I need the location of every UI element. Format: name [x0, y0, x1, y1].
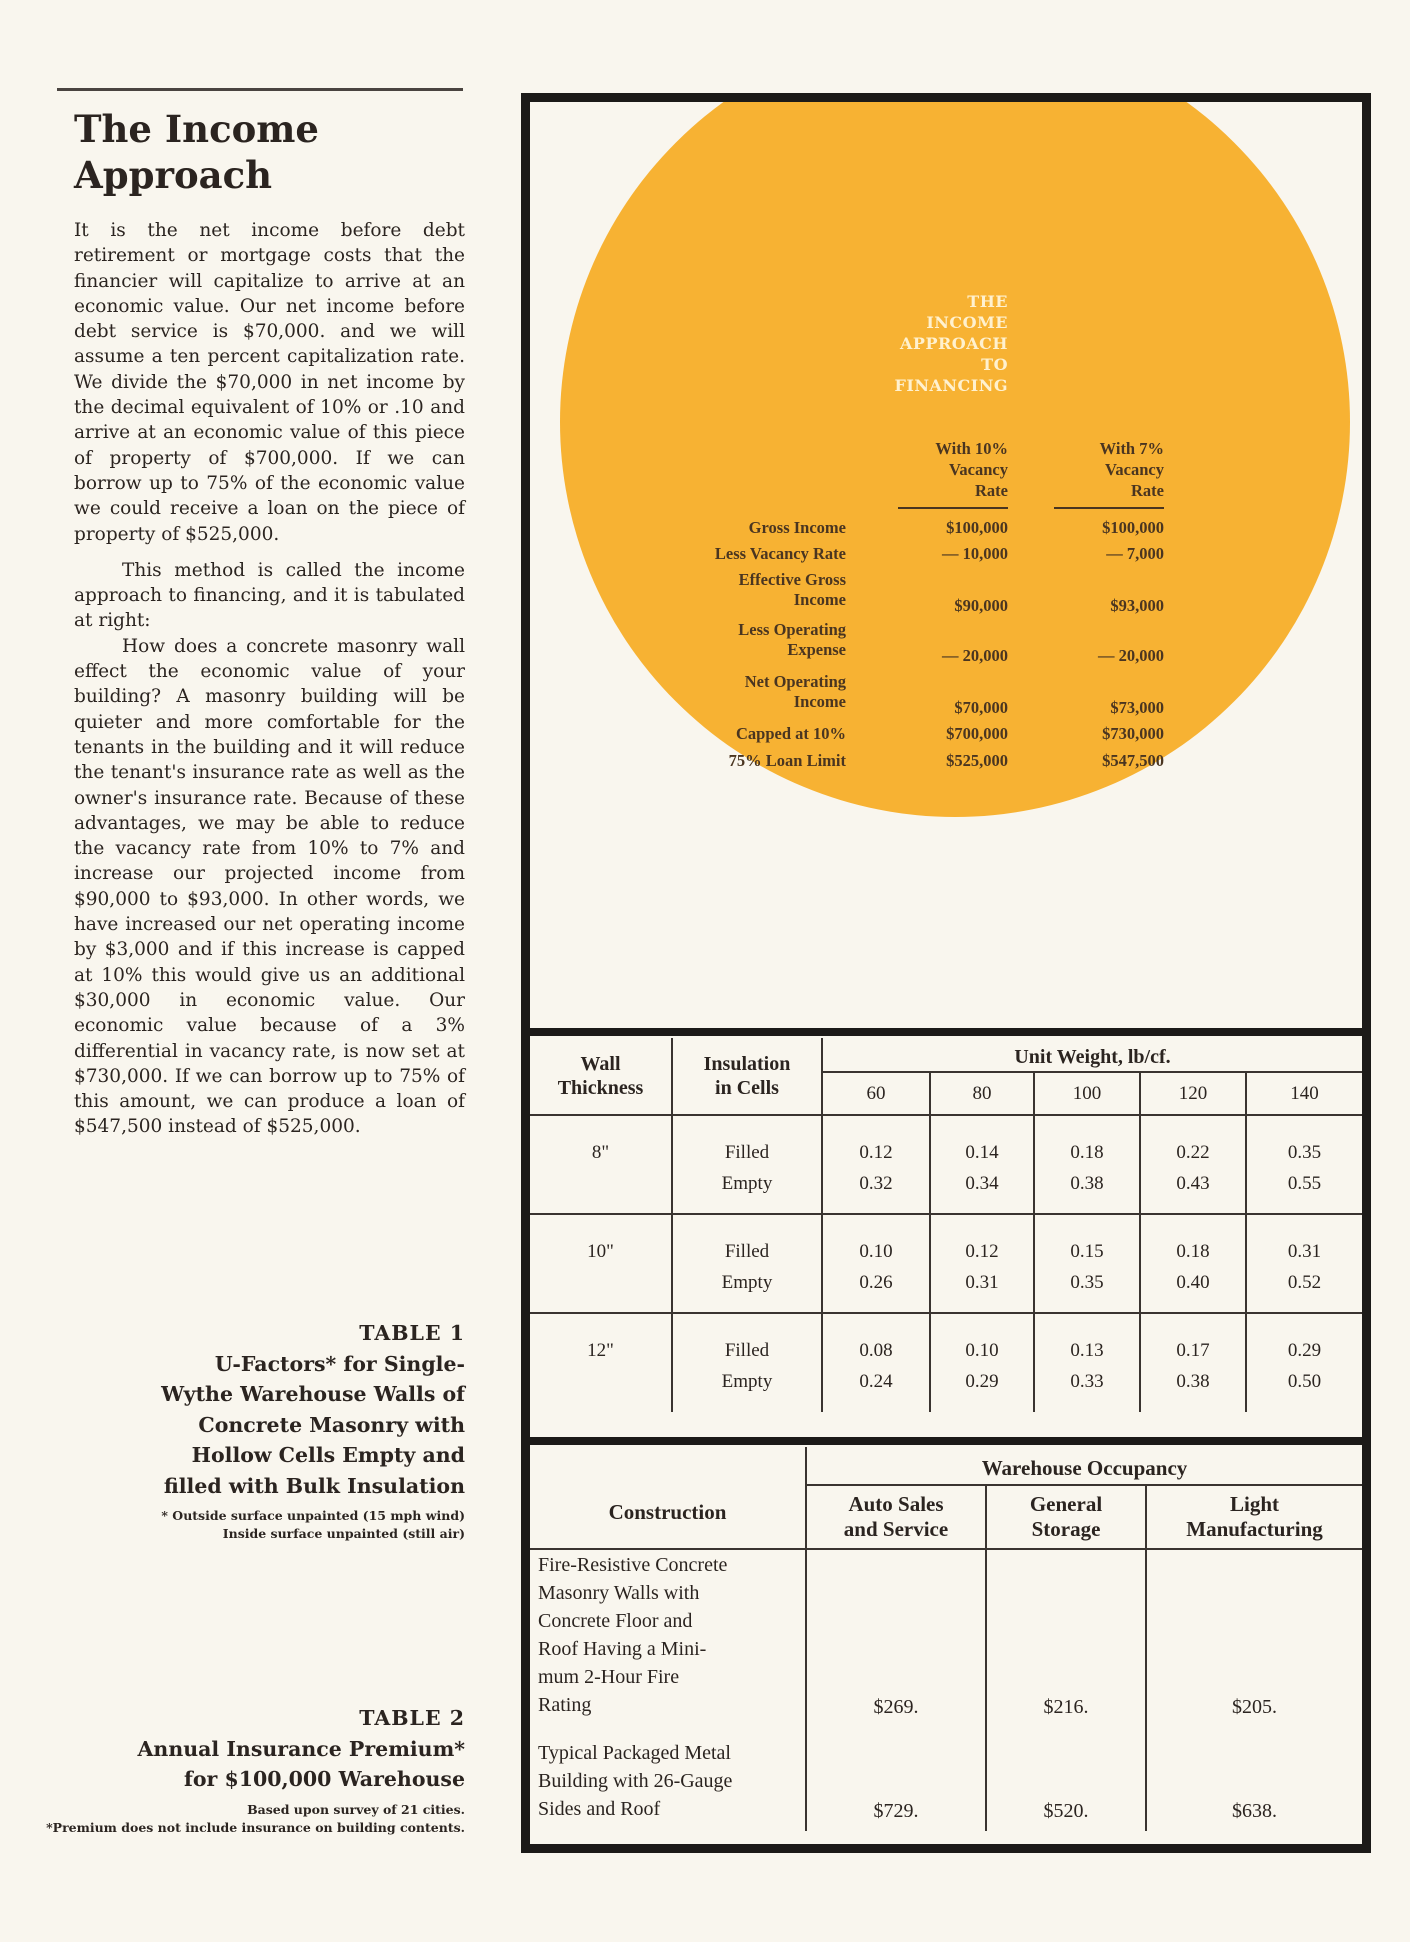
header-line: in Cells — [715, 1077, 779, 1099]
u-factor-cell: 0.17 — [1140, 1313, 1246, 1370]
u-factor-cell: 0.12 — [822, 1115, 930, 1172]
u-factor-cell: 0.08 — [822, 1313, 930, 1370]
header-line: Vacancy — [949, 460, 1008, 479]
row-value-7: $100,000 — [1102, 518, 1164, 537]
u-factor-cell: 0.33 — [1034, 1370, 1140, 1412]
table2-label: TABLE 2 — [359, 1706, 465, 1730]
header-line: Thickness — [557, 1077, 644, 1099]
row-value-10: — 20,000 — [942, 646, 1008, 665]
row-value-7: — 7,000 — [1106, 544, 1164, 563]
row-label: Capped at 10% — [735, 724, 846, 743]
premium-cell: $205. — [1146, 1549, 1362, 1727]
title-line-1: The Income — [74, 107, 319, 151]
header-rule — [57, 88, 463, 91]
unit-weight-80: 80 — [930, 1072, 1034, 1115]
header-line: Vacancy — [1105, 460, 1164, 479]
insulation-cell: Empty — [672, 1370, 822, 1412]
construction-header: Construction — [530, 1447, 806, 1549]
article-body — [74, 218, 465, 1140]
u-factor-cell: 0.31 — [1246, 1214, 1362, 1271]
u-factor-cell: 0.35 — [1034, 1271, 1140, 1313]
row-value-10: — 10,000 — [942, 544, 1008, 563]
header-line: With 7% — [1099, 439, 1164, 458]
table1-title-line: Wythe Warehouse Walls of — [161, 1382, 465, 1406]
u-factor-cell: 0.55 — [1246, 1172, 1362, 1214]
u-factor-cell: 0.15 — [1034, 1214, 1140, 1271]
construction-line: Rating — [538, 1694, 592, 1716]
table1-label: TABLE 1 — [359, 1321, 465, 1345]
table1-title-line: filled with Bulk Insulation — [163, 1473, 465, 1498]
income-title-line: THE — [967, 292, 1008, 311]
u-factor-cell: 0.14 — [930, 1115, 1034, 1172]
u-factor-table — [530, 1038, 1362, 1412]
wall-thickness-cell: 8" — [591, 1142, 610, 1163]
row-value-10: $90,000 — [954, 596, 1008, 615]
u-factor-cell: 0.35 — [1246, 1115, 1362, 1172]
construction-line: Fire-Resistive Concrete — [538, 1554, 728, 1576]
unit-weight-140: 140 — [1246, 1072, 1362, 1115]
row-label: Less Operating — [738, 620, 846, 639]
header-line: Light — [1229, 1492, 1279, 1516]
row-label: Gross Income — [748, 518, 846, 537]
wall-thickness-cell — [530, 1172, 672, 1214]
header-line: Wall — [580, 1053, 621, 1075]
section-divider — [530, 1437, 1362, 1445]
construction-line: Sides and Roof — [538, 1798, 661, 1820]
header-line: Insulation — [703, 1053, 791, 1075]
construction-line: Concrete Floor and — [538, 1610, 693, 1632]
unit-weight-60: 60 — [822, 1072, 930, 1115]
row-value-10: $70,000 — [954, 698, 1008, 717]
construction-metal-building — [530, 1727, 806, 1831]
u-factor-cell: 0.52 — [1246, 1271, 1362, 1313]
income-col-header-7 — [1054, 438, 1164, 509]
occupancy-auto-sales — [806, 1485, 986, 1549]
paragraph-1: It is the net income before debt retirement or mortgage costs that the financier will capitalize to arrive at an economic value. Our net income before debt service is $70,000. and we will assume a ten percent capitalization rate. We divide the $70,000 in net income by the decimal equivalent of 10% or .10 and arrive at an economic value of this piece of property of $700,000. If we can borrow up to 75% of the economic value we could receive a loan on the piece of property of $525,000. — [74, 220, 465, 545]
u-factor-cell: 0.29 — [1246, 1313, 1362, 1370]
table1-footnote: Inside surface unpainted (still air) — [222, 1526, 465, 1541]
paragraph-3: How does a concrete masonry wall effect the economic value of your building? A masonry building will be quieter and more comfortable for the tenants in the building and it will reduce the tenant's insurance rate as well as the owner's insurance rate. Because of these advantages, we may be able to reduce the vacancy rate from 10% to 7% and increase our projected income from $90,000 to $93,000. In other words, we have increased our net operating income by $3,000 and if this increase is capped at 10% this would give us an additional $30,000 in economic value. Our economic value because of a 3% differential in vacancy rate, is now set at $730,000. If we can borrow up to 75% of this amount, we can produce a loan of $547,500 instead of $525,000. — [74, 635, 465, 1138]
premium-cell: $269. — [806, 1549, 986, 1727]
occupancy-general-storage — [986, 1485, 1146, 1549]
header-line: Storage — [1031, 1517, 1101, 1541]
header-line: Rate — [975, 481, 1008, 500]
insulation-cell: Filled — [672, 1214, 822, 1271]
header-line: and Service — [843, 1517, 949, 1541]
table1-title-line: Concrete Masonry with — [198, 1412, 465, 1437]
row-label: Effective Gross — [738, 570, 846, 589]
occupancy-light-manufacturing — [1146, 1485, 1362, 1549]
insurance-premium-table — [530, 1447, 1362, 1831]
table1-caption — [25, 1318, 465, 1543]
u-factor-cell: 0.31 — [930, 1271, 1034, 1313]
income-col-header-10 — [898, 438, 1008, 509]
u-factor-cell: 0.13 — [1034, 1313, 1140, 1370]
table1-title-line: Hollow Cells Empty and — [191, 1443, 465, 1467]
u-factor-cell: 0.24 — [822, 1370, 930, 1412]
row-value-7: $730,000 — [1102, 724, 1164, 743]
u-factor-cell: 0.38 — [1034, 1172, 1140, 1214]
table1-title-line: U-Factors* for Single- — [214, 1351, 465, 1376]
wall-thickness-cell — [530, 1271, 672, 1313]
income-figure-title — [858, 291, 1008, 396]
article-title — [74, 106, 454, 198]
income-title-line: FINANCING — [894, 376, 1008, 395]
u-factor-cell: 0.40 — [1140, 1271, 1246, 1313]
table2-caption — [25, 1703, 465, 1837]
figure-frame — [521, 93, 1371, 1853]
construction-fire-resistive — [530, 1549, 806, 1727]
row-value-7: $547,500 — [1102, 751, 1164, 770]
premium-cell: $520. — [986, 1727, 1146, 1831]
u-factor-cell: 0.50 — [1246, 1370, 1362, 1412]
wall-thickness-cell: 10" — [587, 1241, 614, 1262]
u-factor-cell: 0.18 — [1034, 1115, 1140, 1172]
premium-cell: $638. — [1146, 1727, 1362, 1831]
wall-thickness-header — [530, 1038, 672, 1115]
insulation-cell: Filled — [672, 1313, 822, 1370]
title-line-2: Approach — [74, 153, 273, 197]
insulation-cell: Empty — [672, 1172, 822, 1214]
unit-weight-header: Unit Weight, lb/cf. — [822, 1038, 1362, 1072]
row-value-10: $525,000 — [946, 751, 1008, 770]
u-factor-cell: 0.22 — [1140, 1115, 1246, 1172]
premium-cell: $729. — [806, 1727, 986, 1831]
unit-weight-100: 100 — [1034, 1072, 1140, 1115]
premium-cell: $216. — [986, 1549, 1146, 1727]
u-factor-cell: 0.10 — [930, 1313, 1034, 1370]
construction-line: Roof Having a Mini- — [538, 1638, 707, 1660]
row-label: Less Vacancy Rate — [714, 544, 846, 563]
income-title-line: APPROACH — [900, 334, 1008, 353]
wall-thickness-cell — [530, 1370, 672, 1412]
u-factor-cell: 0.26 — [822, 1271, 930, 1313]
income-title-line: INCOME — [926, 313, 1008, 332]
insulation-header — [672, 1038, 822, 1115]
row-label: Net Operating — [744, 672, 846, 691]
construction-line: Building with 26-Gauge — [538, 1770, 733, 1792]
u-factor-cell: 0.18 — [1140, 1214, 1246, 1271]
insulation-cell: Filled — [672, 1115, 822, 1172]
row-value-7: — 20,000 — [1098, 646, 1164, 665]
u-factor-cell: 0.12 — [930, 1214, 1034, 1271]
u-factor-cell: 0.10 — [822, 1214, 930, 1271]
u-factor-cell: 0.29 — [930, 1370, 1034, 1412]
header-line: With 10% — [935, 439, 1008, 458]
unit-weight-120: 120 — [1140, 1072, 1246, 1115]
construction-line: Typical Packaged Metal — [538, 1742, 731, 1764]
row-label: Income — [793, 692, 846, 711]
u-factor-cell: 0.32 — [822, 1172, 930, 1214]
table2-footnote: *Premium does not include insurance on building contents. — [46, 1819, 465, 1835]
construction-line: mum 2-Hour Fire — [538, 1666, 680, 1688]
header-line: General — [1029, 1492, 1103, 1516]
table1-footnote: * Outside surface unpainted (15 mph wind) — [161, 1508, 465, 1523]
table2-title-line: for $100,000 Warehouse — [184, 1767, 465, 1791]
row-value-7: $73,000 — [1110, 698, 1164, 717]
insulation-cell: Empty — [672, 1271, 822, 1313]
wall-thickness-cell: 12" — [587, 1340, 614, 1361]
row-label: Expense — [787, 640, 846, 659]
table2-title-line: Annual Insurance Premium* — [137, 1736, 465, 1761]
u-factor-cell: 0.38 — [1140, 1370, 1246, 1412]
construction-line: Masonry Walls with — [538, 1582, 700, 1604]
header-line: Manufacturing — [1186, 1517, 1323, 1541]
row-label: Income — [793, 590, 846, 609]
occupancy-header: Warehouse Occupancy — [806, 1447, 1362, 1485]
paragraph-2: This method is called the income approach to financing, and it is tabulated at right: — [74, 559, 465, 632]
row-value-10: $100,000 — [946, 518, 1008, 537]
u-factor-cell: 0.43 — [1140, 1172, 1246, 1214]
header-line: Rate — [1131, 481, 1164, 500]
header-line: Auto Sales — [848, 1492, 944, 1516]
row-label: 75% Loan Limit — [728, 751, 846, 770]
u-factor-cell: 0.34 — [930, 1172, 1034, 1214]
income-title-line: TO — [981, 355, 1008, 374]
row-value-10: $700,000 — [946, 724, 1008, 743]
section-divider — [530, 1028, 1362, 1036]
table2-footnote: Based upon survey of 21 cities. — [247, 1801, 465, 1817]
row-value-7: $93,000 — [1110, 596, 1164, 615]
